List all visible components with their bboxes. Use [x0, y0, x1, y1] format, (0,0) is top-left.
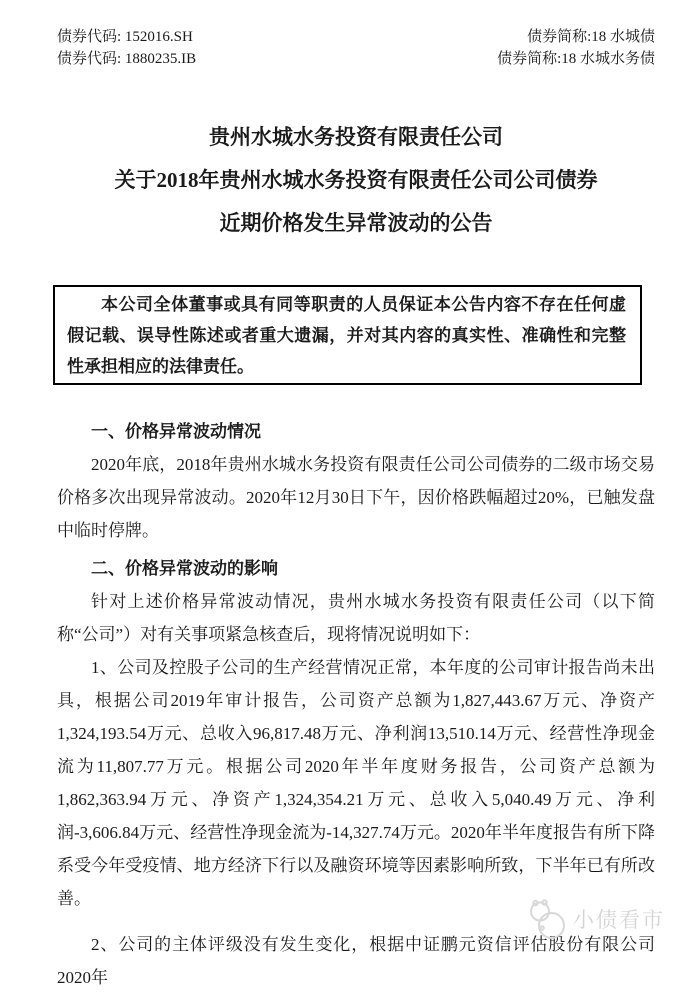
section-2-heading: 二、价格异常波动的影响: [91, 559, 278, 578]
section-1-heading: 一、价格异常波动情况: [91, 422, 261, 441]
bond-code-1: 债券代码: 152016.SH: [57, 29, 193, 45]
title-line-2: 关于2018年贵州水城水务投资有限责任公司公司债券: [114, 168, 598, 192]
bond-header-row: [57, 26, 655, 48]
watermark-label: 小债看市: [573, 909, 665, 932]
panda-logo-icon: [526, 898, 566, 940]
section-1-paragraph: 2020年底，2018年贵州水城水务投资有限责任公司公司债券的二级市场交易价格多次出现异常波动。2020年12月30日下午，因价格跌幅超过20%，已触发盘中临时停牌。: [57, 455, 655, 540]
bond-short-name-1: 债券简称:18 水城债: [527, 29, 655, 45]
bond-short-name-2: 债券简称:18 水城水务债: [497, 51, 655, 67]
page-title: [57, 116, 655, 245]
title-line-3: 近期价格发生异常波动的公告: [219, 211, 493, 235]
section-2-paragraph-2: 2、公司的主体评级没有发生变化，根据中证鹏元资信评估股份有限公司2020年: [57, 935, 655, 987]
disclaimer-text: 本公司全体董事或具有同等职责的人员保证本公告内容不存在任何虚假记载、误导性陈述或者重大遗漏，并对其内容的真实性、准确性和完整性承担相应的法律责任。: [67, 295, 626, 376]
disclaimer-box: [53, 285, 642, 385]
bond-code-header: [57, 26, 655, 70]
bond-code-2: 债券代码: 1880235.IB: [57, 51, 197, 67]
section-2-paragraph-intro: 针对上述价格异常波动情况，贵州水城水务投资有限责任公司（以下简称“公司”）对有关事项紧急核查后，现将情况说明如下：: [57, 592, 655, 644]
bond-header-row: [57, 48, 655, 70]
section-2-paragraph-1: 1、公司及控股子公司的生产经营情况正常，本年度的公司审计报告尚未出具，根据公司2019年审计报告，公司资产总额为1,827,443.67万元、净资产1,324,193.54万元、总收入96,817.48万元、净利润13,510.14万元、经营性净现金流为11,807.77万元。根据公司2020年半年度财务报告，公司资产总额为1,862,363.94万元、净资产1,324,354.21万元、总收入5,040.49万元、净利润-3,606.84万元、经营性净现金流为-14,327.74万元。2020年半年度报告有所下降系受今年受疫情、地方经济下行以及融资环境等因素影响所致，下半年已有所改善。: [57, 658, 655, 908]
watermark: [526, 898, 665, 940]
title-line-1: 贵州水城水务投资有限责任公司: [209, 125, 503, 149]
